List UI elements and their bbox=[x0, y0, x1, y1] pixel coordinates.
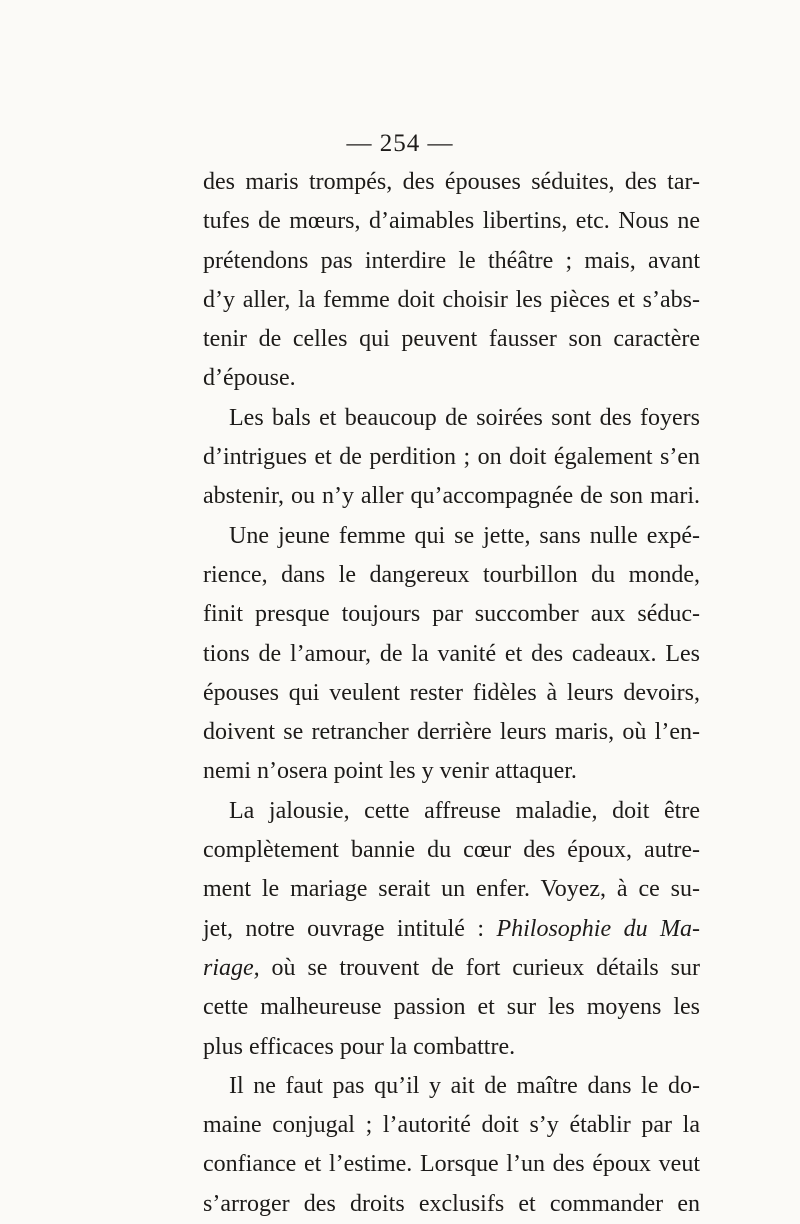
text-segment: où se trouvent de fort curieux détails sur bbox=[259, 954, 700, 981]
page-number: — 254 — bbox=[346, 130, 454, 157]
text-line: d’y aller, la femme doit choisir les pièces et s’abs- bbox=[203, 286, 700, 313]
paragraph-first-line: Les bals et beaucoup de soirées sont des foyers bbox=[229, 404, 700, 431]
text-line: d’intrigues et de perdition ; on doit également s’en bbox=[203, 444, 700, 471]
text-line: prétendons pas interdire le théâtre ; mais, avant bbox=[203, 247, 700, 274]
text-line: doivent se retrancher derrière leurs maris, où l’en- bbox=[203, 719, 700, 746]
paragraph-first-line: Il ne faut pas qu’il y ait de maître dans le do- bbox=[229, 1072, 700, 1099]
text-line: des maris trompés, des épouses séduites, des tar- bbox=[203, 169, 700, 195]
text-line: cette malheureuse passion et sur les moyens les bbox=[203, 994, 700, 1021]
text-line: confiance et l’estime. Lorsque l’un des époux veut bbox=[203, 1151, 700, 1178]
text-line: tions de l’amour, de la vanité et des cadeaux. Les bbox=[203, 640, 700, 667]
book-title-italic: riage, bbox=[203, 954, 260, 981]
text-line: maine conjugal ; l’autorité doit s’y établir par la bbox=[203, 1112, 700, 1139]
page-body-text bbox=[203, 163, 700, 1224]
text-line: tufes de mœurs, d’aimables libertins, etc. Nous ne bbox=[203, 208, 700, 235]
text-line: tenir de celles qui peuvent fausser son caractère bbox=[203, 326, 700, 353]
book-title-italic: Philosophie du Ma- bbox=[496, 915, 700, 942]
text-line-with-title bbox=[203, 910, 700, 949]
text-line: complètement bannie du cœur des époux, autre- bbox=[203, 837, 700, 864]
text-line: ment le mariage serait un enfer. Voyez, à ce su- bbox=[203, 876, 700, 903]
text-line: épouses qui veulent rester fidèles à leurs devoirs, bbox=[203, 679, 700, 706]
text-line: s’arroger des droits exclusifs et commander en bbox=[203, 1190, 700, 1217]
text-line: nemi n’osera point les y venir attaquer. bbox=[203, 758, 577, 785]
text-line: rience, dans le dangereux tourbillon du monde, bbox=[203, 561, 700, 588]
text-segment: jet, notre ouvrage intitulé : bbox=[203, 915, 497, 942]
text-line: finit presque toujours par succomber aux séduc- bbox=[203, 601, 700, 628]
text-line: plus efficaces pour la combattre. bbox=[203, 1033, 516, 1060]
text-line-with-title bbox=[203, 949, 700, 988]
paragraph-first-line: La jalousie, cette affreuse maladie, doit être bbox=[229, 797, 700, 824]
paragraph-first-line: Une jeune femme qui se jette, sans nulle expé- bbox=[229, 522, 700, 549]
text-line: abstenir, ou n’y aller qu’accompagnée de son mari. bbox=[203, 483, 700, 510]
text-line: d’épouse. bbox=[203, 365, 296, 392]
